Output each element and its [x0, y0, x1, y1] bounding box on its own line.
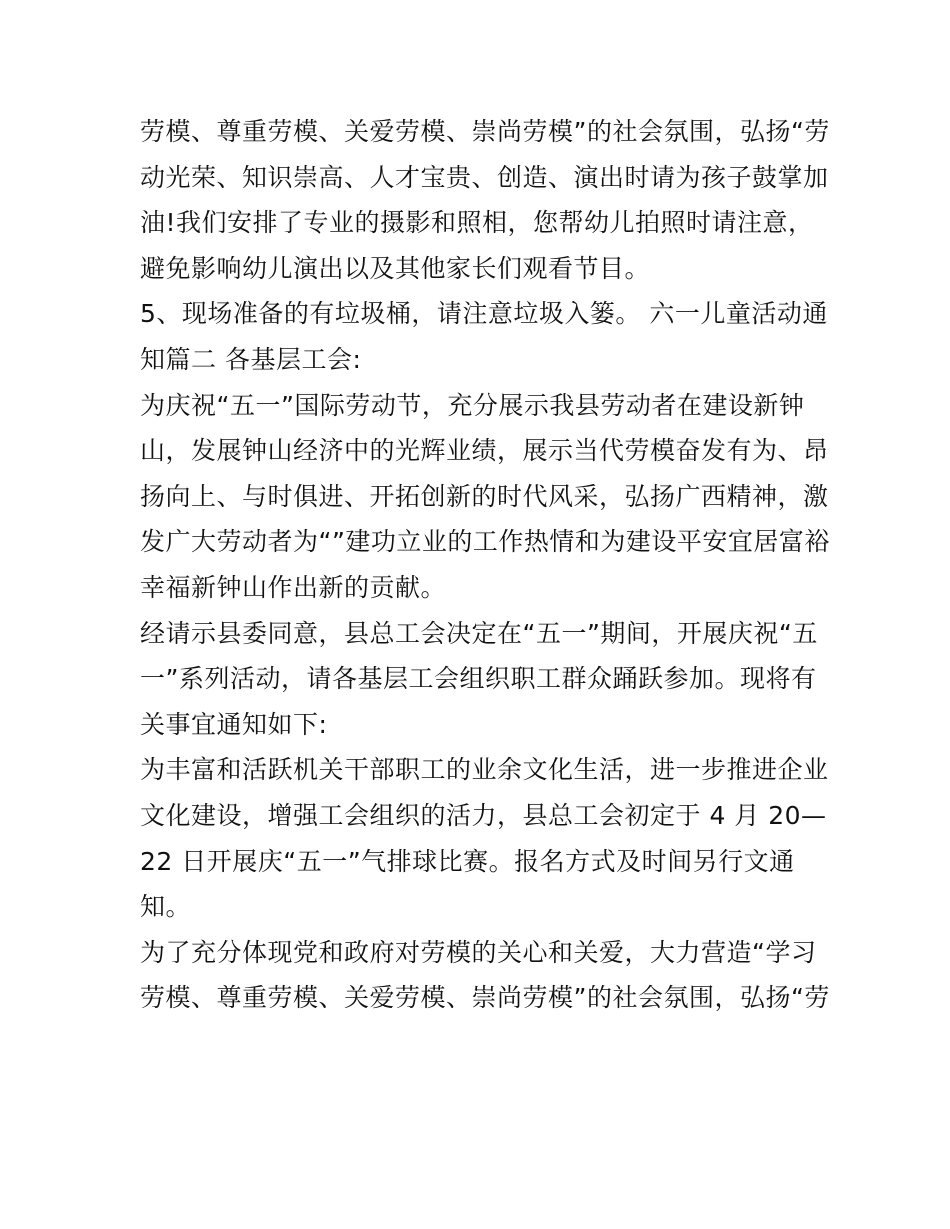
text-line: 山，发展钟山经济中的光辉业绩，展示当代劳模奋发有为、昂 — [140, 436, 829, 466]
text-line: 为了充分体现党和政府对劳模的关心和关爱，大力营造“学习 — [140, 937, 817, 967]
text-line: 扬向上、与时俱进、开拓创新的时代风采，弘扬广西精神，激 — [140, 481, 829, 511]
text-line: 为庆祝“五一”国际劳动节，充分展示我县劳动者在建设新钟 — [140, 390, 805, 420]
text-line: 一”系列活动，请各基层工会组织职工群众踊跃参加。现将有 — [140, 664, 817, 694]
text-line: 油!我们安排了专业的摄影和照相，您帮幼儿拍照时请注意， — [140, 208, 814, 238]
text-line: 关事宜通知如下: — [140, 709, 328, 739]
text-line: 22 日开展庆“五一”气排球比赛。报名方式及时间另行文通 — [140, 846, 795, 876]
text-line: 劳模、尊重劳模、关爱劳模、崇尚劳模”的社会氛围，弘扬“劳 — [140, 117, 830, 146]
text-line: 文化建设，增强工会组织的活力，县总工会初定于 4 月 20— — [140, 800, 827, 830]
document-body — [140, 109, 830, 1021]
text-line: 劳模、尊重劳模、关爱劳模、崇尚劳模”的社会氛围，弘扬“劳 — [140, 983, 830, 1013]
text-line: 动光荣、知识崇高、人才宝贵、创造、演出时请为孩子鼓掌加 — [140, 162, 829, 192]
text-line: 幸福新钟山作出新的贡献。 — [140, 572, 447, 602]
text-line: 5、现场准备的有垃圾桶，请注意垃圾入篓。 六一儿童活动通 — [140, 299, 828, 329]
text-line: 避免影响幼儿演出以及其他家长们观看节目。 — [140, 253, 651, 283]
text-line: 为丰富和活跃机关干部职工的业余文化生活，进一步推进企业 — [140, 755, 829, 785]
text-line: 知。 — [140, 892, 192, 922]
text-line: 发广大劳动者为“”建功立业的工作热情和为建设平安宜居富裕 — [140, 527, 830, 557]
text-line: 经请示县委同意，县总工会决定在“五一”期间，开展庆祝“五 — [140, 618, 818, 648]
text-line: 知篇二 各基层工会: — [140, 344, 362, 374]
